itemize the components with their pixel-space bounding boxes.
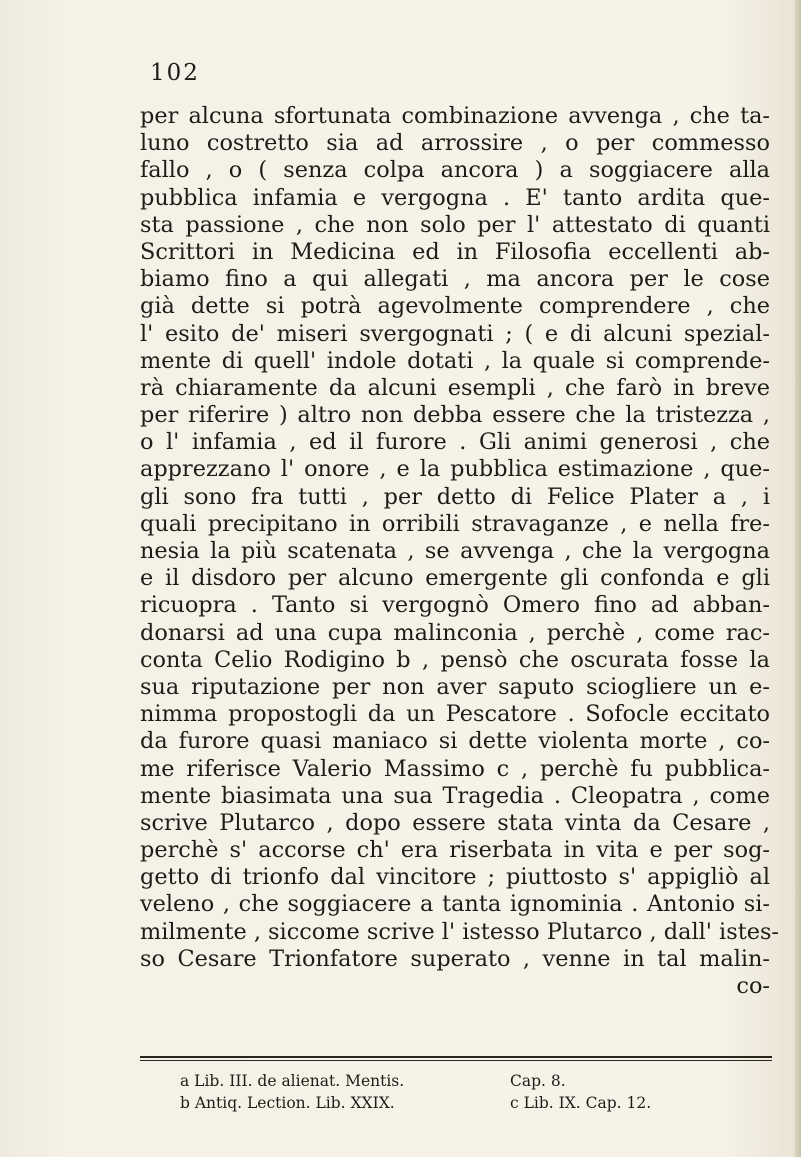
text-line: nesia la più scatenata , se avvenga , che la vergogna [140,538,770,564]
page-number: 102 [150,60,200,86]
catchword: co- [736,973,770,999]
footnotes [180,1070,780,1114]
text-line: per alcuna sfortunata combinazione avvenga , che ta- [140,103,770,129]
text-line: sta passione , che non solo per l' attestato di quanti [140,211,770,238]
footnote-right: c Lib. IX. Cap. 12. [510,1094,652,1112]
text-line: l' esito de' miseri svergognati ; ( e di alcuni spezial- [140,320,770,347]
text-line: già dette si potrà agevolmente comprendere , che [140,293,770,320]
text-line: scrive Plutarco , dopo essere stata vinta da Cesare , [140,809,770,836]
text-line: getto di trionfo dal vincitore ; piuttosto s' appigliò al [140,864,770,891]
footnote-left: b Antiq. Lection. Lib. XXIX. [180,1094,395,1112]
text-line: fallo , o ( senza colpa ancora ) a soggiacere alla [140,157,770,184]
text-line: me riferisce Valerio Massimo c , perchè fu pubblica- [140,755,770,782]
text-line: donarsi ad una cupa malinconia , perchè , come rac- [140,619,770,646]
text-line: pubblica infamia e vergogna . E' tanto ardita que- [140,184,770,211]
text-line: o l' infamia , ed il furore . Gli animi generosi , che [140,429,770,456]
text-line: apprezzano l' onore , e la pubblica estimazione , que- [140,456,770,483]
footnote-left: a Lib. III. de alienat. Mentis. [180,1072,405,1090]
text-line: conta Celio Rodigino b , pensò che oscurata fosse la [140,646,770,673]
text-line: sua riputazione per non aver saputo sciogliere un e- [140,673,770,700]
text-line: quali precipitano in orribili stravaganze , e nella fre- [140,510,770,537]
body-text [140,103,779,1000]
text-line: rà chiaramente da alcuni esempli , che farò in breve [140,374,770,401]
text-line: per riferire ) altro non debba essere che la tristezza , [140,402,770,429]
text-line: luno costretto sia ad arrossire , o per commesso [140,130,770,157]
footnote-rule [140,1056,772,1058]
text-line: e il disdoro per alcuno emergente gli confonda e gli [140,565,770,592]
text-line: veleno , che soggiacere a tanta ignominia . Antonio si- [140,891,770,918]
text-line: gli sono fra tutti , per detto di Felice Plater a , i [140,483,770,510]
text-line: da furore quasi maniaco si dette violenta morte , co- [140,728,770,755]
footnote [180,1070,780,1092]
text-line: perchè s' accorse ch' era riserbata in vita e per sog- [140,837,770,864]
page-edge [795,0,801,1157]
text-line: ricuopra . Tanto si vergognò Omero fino ad abban- [140,592,770,619]
text-line: mente biasimata una sua Tragedia . Cleopatra , come [140,782,770,809]
text-line: Scrittori in Medicina ed in Filosofia eccellenti ab- [140,238,770,265]
text-line: biamo fino a qui allegati , ma ancora per le cose [140,266,770,293]
text-line: mente di quell' indole dotati , la quale si comprende- [140,347,770,374]
footnote-rule-thin [140,1060,772,1061]
text-line: nimma propostogli da un Pescatore . Sofocle eccitato [140,701,770,728]
footnote [180,1092,780,1114]
text-line: so Cesare Trionfatore superato , venne in tal malin- [140,945,770,972]
text-line: milmente , siccome scrive l' istesso Plutarco , dall' istes- [140,918,779,945]
footnote-right: Cap. 8. [510,1072,566,1090]
